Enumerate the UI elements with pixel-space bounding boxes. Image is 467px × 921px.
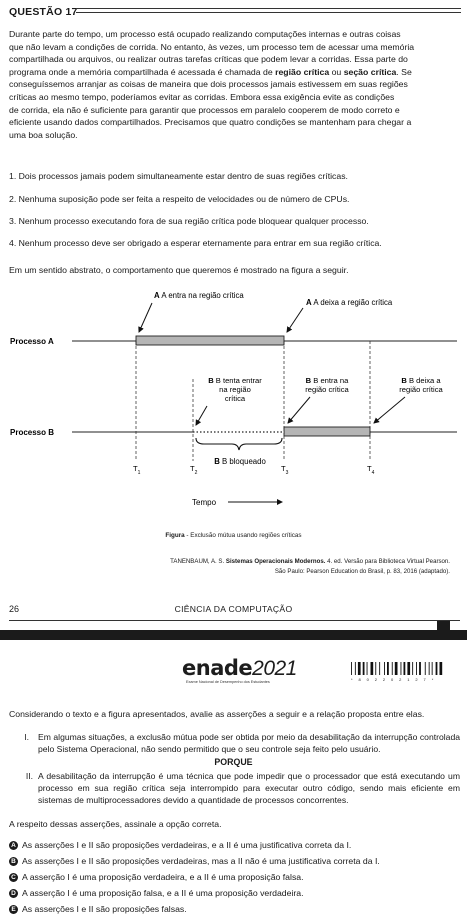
tick-t1: $T_1$ (133, 464, 141, 476)
barcode-digits: * 8 0 2 2 0 2 1 2 7 * (351, 677, 436, 682)
condition-1: 1. Dois processos jamais podem simultaneamente estar dentro de suas regiões críticas. (9, 171, 348, 181)
blocked-brace (196, 438, 282, 450)
a-enter-label: A A entra na região crítica (154, 291, 244, 300)
assertion-2-label: II. (25, 771, 33, 781)
barcode-bar (363, 662, 365, 675)
intro-line: uma boa solução. (9, 129, 78, 140)
option-c[interactable] (9, 872, 304, 882)
b-leave-label-2: região crítica (399, 385, 443, 394)
option-a-text: As asserções I e II são proposições verdadeiras, e a II é uma justificativa correta da I. (22, 840, 352, 850)
barcode-bar (395, 662, 398, 675)
option-b[interactable] (9, 856, 380, 866)
reference-line-2: São Paulo: Pearson Education do Brasil, p. 83, 2016 (adaptado). (274, 568, 450, 575)
barcode-bar (407, 662, 410, 675)
barcode (351, 662, 463, 675)
header-rule (76, 8, 461, 13)
process-a-critical-region (136, 336, 284, 345)
intro-line: compartilhada ou arquivos, ou realizar outras tarefas críticas que podem levar a corridas. Essa parte do (9, 54, 408, 65)
porque-label: PORQUE (214, 757, 253, 767)
intro-line: conseguíssemos arranjar as coisas de maneira que dois processos jamais estivessem em suas regiões (9, 79, 408, 90)
enade-logo: enade2021 (182, 656, 297, 680)
option-e-letter: E (9, 905, 18, 914)
assertion-1: Em algumas situações, a exclusão mútua pode ser obtida por meio da desabilitação da interrupção controlada pelo Sistema Operacional, não sendo permitido que o seu controle seja feito pelo usuário. (38, 732, 460, 755)
option-d-letter: D (9, 889, 18, 898)
term-regiao-critica: região crítica (275, 66, 330, 77)
footer-subject: CIÊNCIA DA COMPUTAÇÃO (174, 604, 293, 614)
option-a[interactable] (9, 840, 351, 850)
barcode-bar (351, 662, 352, 675)
barcode-bar (379, 662, 380, 675)
b-blocked-label: B B bloqueado (214, 457, 266, 466)
intro-line: programa onde a memória compartilhada é acessada é chamada de região crítica ou seção crítica. Se (9, 66, 412, 77)
barcode-bar (384, 662, 385, 675)
barcode-bar (436, 662, 438, 675)
b-enter-arrow (288, 397, 310, 423)
question-prompt: Considerando o texto e a figura apresentados, avalie as asserções a seguir e a relação proposta entre elas. (9, 709, 425, 719)
figure-caption: Figura - Exclusão mútua usando regiões críticas (165, 532, 302, 539)
a-leave-label: A A deixa a região crítica (306, 298, 393, 307)
option-b-text: As asserções I e II são proposições verdadeiras, mas a II não é uma justificativa correta da I. (22, 856, 380, 866)
barcode-bar (387, 662, 389, 675)
condition-4: 4. Nenhum processo deve ser obrigado a esperar eternamente para entrar em sua região crítica. (9, 238, 382, 248)
b-try-label-1: B B tenta entrar (208, 376, 262, 385)
option-c-letter: C (9, 873, 18, 882)
option-e-text: As asserções I e II são proposições falsas. (22, 904, 187, 914)
intro-line: de corrida, ela não é suficiente para garantir que processos em paralelo cooperem de modo correto e (9, 104, 400, 115)
page-number: 26 (9, 604, 20, 614)
b-try-label-2: na região (219, 385, 251, 394)
tick-t4: $T_4$ (367, 464, 375, 476)
figure-intro: Em um sentido abstrato, o comportamento que queremos é mostrado na figura a seguir. (9, 265, 349, 275)
barcode-bar (440, 662, 443, 675)
barcode-bar (429, 662, 430, 675)
b-leave-arrow (374, 397, 405, 423)
barcode-bar (416, 662, 417, 675)
b-leave-label-1: B B deixa a (401, 376, 441, 385)
reference-line-1: TANENBAUM, A. S. Sistemas Operacionais Modernos. 4. ed. Versão para Biblioteca Virtual Pearson. (170, 558, 450, 565)
process-b-critical-region (284, 427, 370, 436)
option-a-letter: A (9, 841, 18, 850)
condition-2: 2. Nenhuma suposição pode ser feita a respeito de velocidades ou de número de CPUs. (9, 194, 350, 204)
a-enter-arrow (139, 303, 152, 332)
intro-paragraph (9, 28, 460, 141)
condition-3: 3. Nenhum processo executando fora de sua região crítica pode bloquear qualquer processo. (9, 216, 369, 226)
option-d-text: A asserção I é uma proposição falsa, e a II é uma proposição verdadeira. (22, 888, 304, 898)
option-b-letter: B (9, 857, 18, 866)
barcode-bar (432, 662, 433, 675)
intro-line: Durante parte do tempo, um processo está ocupado realizando computações internas e outras coisas (9, 29, 401, 39)
barcode-bar (358, 662, 361, 675)
intro-line: críticas ao mesmo tempo, poderíamos evitar as corridas. Embora essa exigência evite as condições (9, 91, 395, 102)
barcode-bar (375, 662, 376, 675)
barcode-bar (412, 662, 413, 675)
a-leave-arrow (287, 308, 303, 332)
intro-line: que não levam a condições de corrida. No entanto, às vezes, um processo tem de acessar uma memória (9, 41, 415, 52)
b-try-label-3: crítica (224, 394, 246, 403)
instruction: A respeito dessas asserções, assinale a opção correta. (9, 819, 222, 829)
option-d[interactable] (9, 888, 304, 898)
b-enter-label-2: região crítica (305, 385, 349, 394)
page-break-band (0, 630, 467, 640)
process-b-label: Processo B (10, 428, 55, 437)
barcode-bar (367, 662, 368, 675)
barcode-bar (355, 662, 356, 675)
assertion-1-label: I. (24, 732, 29, 742)
process-a-label: Processo A (10, 337, 54, 346)
question-title: QUESTÃO 17 (9, 6, 78, 18)
tick-t3: $T_3$ (281, 464, 289, 476)
barcode-bar (401, 662, 402, 675)
option-e[interactable] (9, 904, 187, 914)
time-label: Tempo (192, 498, 217, 507)
option-c-text: A asserção I é uma proposição verdadeira, e a II é uma proposição falsa. (22, 872, 304, 882)
barcode-bar (425, 662, 426, 675)
mutual-exclusion-figure (0, 284, 467, 514)
term-secao-critica: seção crítica (343, 66, 397, 77)
assertion-2: A desabilitação da interrupção é uma técnica que pode impedir que o processador que está executando um processo em sua região crítica seja interrompido para executar outro código, sendo mais eficiente em sistemas de multiprocessadores devido a quantidade de processos concorrentes. (38, 771, 460, 806)
barcode-bar (419, 662, 421, 675)
b-enter-label-1: B B entra na (305, 376, 349, 385)
barcode-bar (392, 662, 393, 675)
enade-logo-subtitle: Exame Nacional de Desempenho dos Estudantes (186, 680, 270, 684)
barcode-bar (371, 662, 374, 675)
footer-rule (9, 620, 460, 621)
b-try-arrow (196, 406, 207, 425)
intro-line: eficiente usando dados compartilhados. Precisamos que quatro condições se mantenham para chegar a (9, 117, 412, 128)
barcode-bar (404, 662, 406, 675)
tick-t2: $T_2$ (190, 464, 198, 476)
